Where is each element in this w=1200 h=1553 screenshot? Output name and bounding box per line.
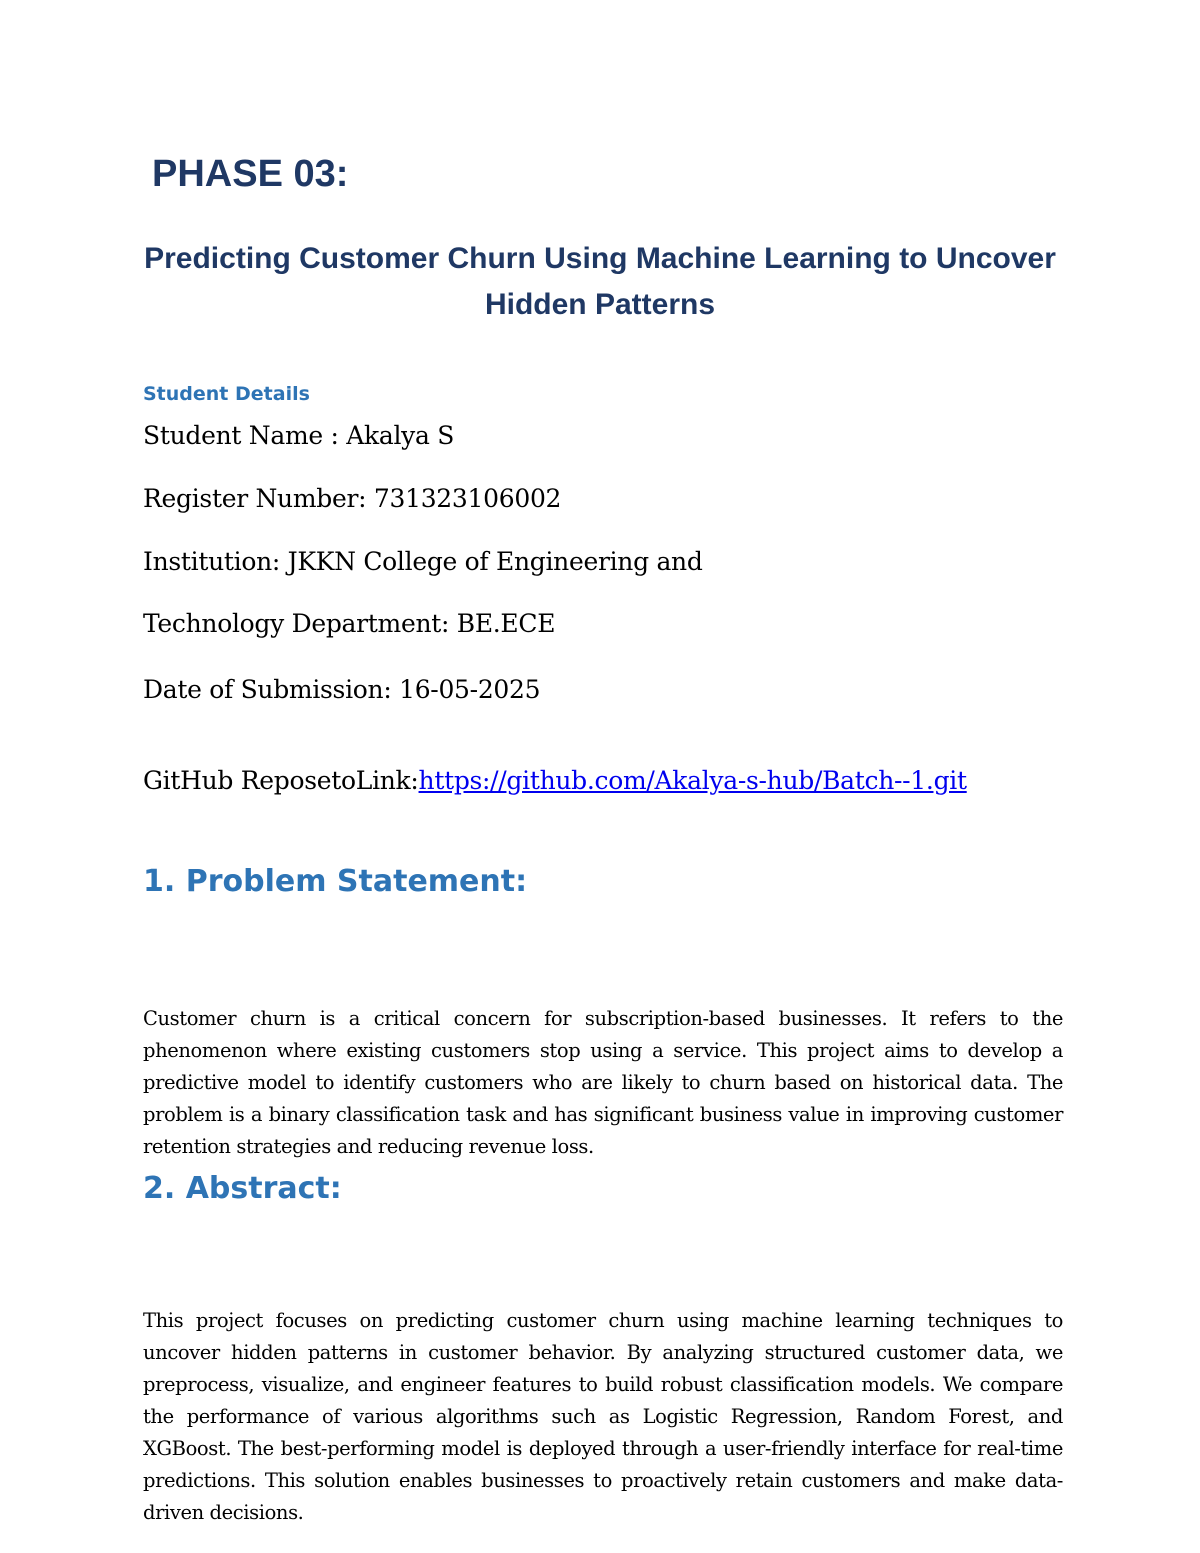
- student-name: Student Name : Akalya S: [143, 421, 455, 450]
- phase-title: PHASE 03:: [152, 153, 349, 195]
- abstract-heading: 2. Abstract:: [143, 1171, 342, 1206]
- document-title: Predicting Customer Churn Using Machine Learning to Uncover Hidden Patterns: [144, 242, 1056, 321]
- problem-statement-body: Customer churn is a critical concern for subscription-based businesses. It refers to the phenomenon where existing customers stop using a service. This project aims to develop a predictive model to identify customers who are likely to churn based on historical data. The problem is a binary classification task and has significant business value in improving customer retention strategies and reducing revenue loss.: [143, 1007, 1063, 1158]
- student-details-heading: Student Details: [143, 383, 310, 405]
- register-number: Register Number: 731323106002: [143, 484, 562, 513]
- institution: Institution: JKKN College of Engineering and: [143, 547, 703, 576]
- submission-date: Date of Submission: 16-05-2025: [143, 675, 541, 704]
- github-line: [143, 764, 967, 798]
- problem-statement-heading: 1. Problem Statement:: [143, 864, 528, 899]
- github-link[interactable]: https://github.com/Akalya-s-hub/Batch--1.git: [418, 766, 967, 795]
- github-label: GitHub ReposetoLink:: [143, 766, 419, 795]
- department: Technology Department: BE.ECE: [143, 609, 556, 638]
- abstract-body: This project focuses on predicting customer churn using machine learning techniques to uncover hidden patterns in customer behavior. By analyzing structured customer data, we preprocess, visualize, and engineer features to build robust classification models. We compare the performance of various algorithms such as Logistic Regression, Random Forest, and XGBoost. The best-performing model is deployed through a user-friendly interface for real-time predictions. This solution enables businesses to proactively retain customers and make data-driven decisions.: [143, 1309, 1063, 1524]
